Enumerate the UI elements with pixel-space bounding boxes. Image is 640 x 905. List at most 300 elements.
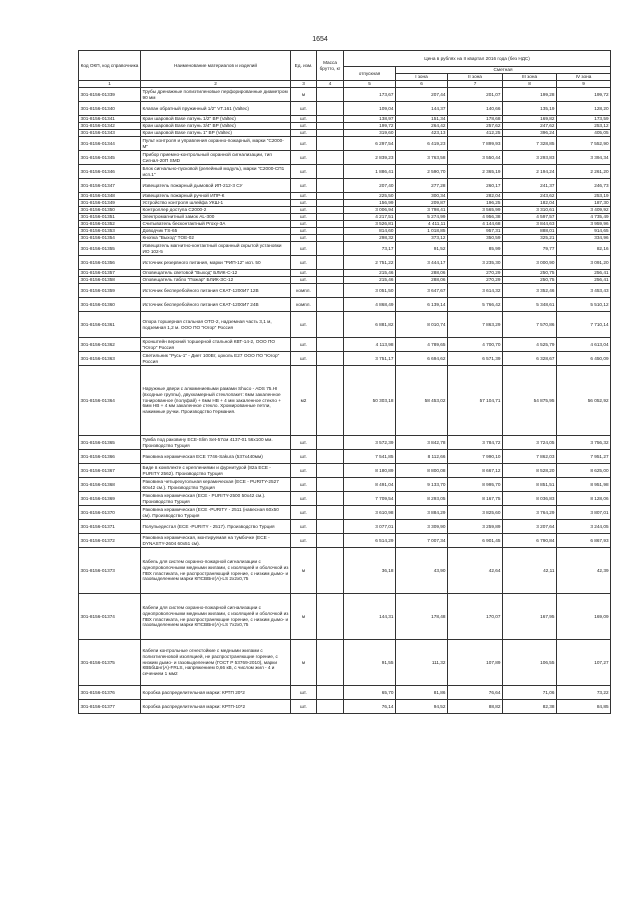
row-mass bbox=[317, 130, 344, 137]
table-row bbox=[79, 256, 611, 270]
row-retail-price: 2 751,22 bbox=[344, 256, 396, 270]
row-retail-price: 76,14 bbox=[344, 700, 396, 714]
row-code: 301-8156-01360 bbox=[79, 298, 141, 312]
row-retail-price: 3 006,94 bbox=[344, 207, 396, 214]
table-row bbox=[79, 492, 611, 506]
row-zone-4-price: 173,59 bbox=[557, 116, 611, 123]
row-name: Раковина четырехугольная керамическая (ECE - PURITY-2527 60х42 см.). Производство Турция bbox=[141, 478, 291, 492]
row-zone-3-price: 135,19 bbox=[503, 102, 557, 116]
column-number: 6 bbox=[396, 81, 448, 88]
row-code: 301-8156-01363 bbox=[79, 352, 141, 366]
row-retail-price: 109,04 bbox=[344, 102, 396, 116]
row-zone-1-price: 94,52 bbox=[396, 700, 448, 714]
row-zone-4-price: 199,72 bbox=[557, 88, 611, 102]
row-zone-2-price: 7 863,29 bbox=[448, 312, 503, 338]
table-row bbox=[79, 594, 611, 640]
row-name: Раковина керамическая (ECE -PURITY - 2511 (навесная 60х50 см). Производство Турция bbox=[141, 506, 291, 520]
row-zone-3-price: 3 764,29 bbox=[503, 506, 557, 520]
row-zone-3-price: 241,37 bbox=[503, 179, 557, 193]
row-zone-3-price: 54 875,95 bbox=[503, 366, 557, 436]
row-retail-price: 7 541,85 bbox=[344, 450, 396, 464]
row-zone-1-price: 264,42 bbox=[396, 123, 448, 130]
row-unit: шт. bbox=[291, 130, 317, 137]
row-unit: шт. bbox=[291, 102, 317, 116]
table-row bbox=[79, 123, 611, 130]
row-unit: шт. bbox=[291, 277, 317, 284]
row-zone-2-price: 5 766,42 bbox=[448, 298, 503, 312]
row-zone-4-price: 73,22 bbox=[557, 686, 611, 700]
row-zone-3-price: 396,24 bbox=[503, 130, 557, 137]
table-row bbox=[79, 464, 611, 478]
table-row bbox=[79, 312, 611, 338]
row-code: 301-8156-01341 bbox=[79, 116, 141, 123]
row-code: 301-8156-01354 bbox=[79, 235, 141, 242]
table-row bbox=[79, 116, 611, 123]
row-mass bbox=[317, 123, 344, 130]
row-zone-4-price: 253,19 bbox=[557, 193, 611, 200]
row-zone-4-price: 7 552,90 bbox=[557, 137, 611, 151]
row-mass bbox=[317, 506, 344, 520]
row-code: 301-8156-01369 bbox=[79, 492, 141, 506]
row-unit: м bbox=[291, 594, 317, 640]
row-unit: шт. bbox=[291, 137, 317, 151]
row-zone-4-price: 7 710,14 bbox=[557, 312, 611, 338]
row-mass bbox=[317, 221, 344, 228]
row-zone-1-price: 91,52 bbox=[396, 242, 448, 256]
row-zone-2-price: 4 144,68 bbox=[448, 221, 503, 228]
row-zone-2-price: 3 825,60 bbox=[448, 506, 503, 520]
row-code: 301-8156-01372 bbox=[79, 534, 141, 548]
table-row bbox=[79, 700, 611, 714]
row-zone-4-price: 914,65 bbox=[557, 228, 611, 235]
row-code: 301-8156-01356 bbox=[79, 256, 141, 270]
row-zone-3-price: 888,01 bbox=[503, 228, 557, 235]
row-retail-price: 4 217,51 bbox=[344, 214, 396, 221]
row-zone-2-price: 7 899,93 bbox=[448, 137, 503, 151]
row-zone-1-price: 2 590,70 bbox=[396, 165, 448, 179]
table-row bbox=[79, 221, 611, 228]
row-zone-4-price: 6 450,09 bbox=[557, 352, 611, 366]
row-unit: шт. bbox=[291, 478, 317, 492]
row-mass bbox=[317, 436, 344, 450]
header-name: Наименование материалов и изделий bbox=[141, 51, 291, 81]
row-name: Источник резервного питания, марки "РИП-12" исп. 50 bbox=[141, 256, 291, 270]
row-mass bbox=[317, 214, 344, 221]
row-name: Кнопка "Выход" TOE-02 bbox=[141, 235, 291, 242]
row-retail-price: 144,31 bbox=[344, 594, 396, 640]
row-name: Биде в комплекте с креплениями и фурнитурой (82а ECE - PURITY 2562). Производство Турция bbox=[141, 464, 291, 478]
row-zone-1-price: 178,48 bbox=[396, 594, 448, 640]
header-estimate: Сметная bbox=[396, 67, 611, 74]
row-name: Кронштейн верхний торшерной стальной КВТ-14-2, ООО ПО "Югор" Россия bbox=[141, 338, 291, 352]
table-row bbox=[79, 102, 611, 116]
row-mass bbox=[317, 298, 344, 312]
row-code: 301-8156-01350 bbox=[79, 207, 141, 214]
row-zone-3-price: 2 194,24 bbox=[503, 165, 557, 179]
row-unit: шт. bbox=[291, 464, 317, 478]
row-zone-1-price: 209,87 bbox=[396, 200, 448, 207]
row-code: 301-8156-01343 bbox=[79, 130, 141, 137]
row-zone-3-price: 3 293,83 bbox=[503, 151, 557, 165]
row-unit: шт. bbox=[291, 520, 317, 534]
price-table bbox=[78, 50, 611, 714]
row-name: Коробка распределительная марки: КРТП 20*2 bbox=[141, 686, 291, 700]
row-unit: шт. bbox=[291, 179, 317, 193]
row-mass bbox=[317, 137, 344, 151]
row-zone-2-price: 6 901,45 bbox=[448, 534, 503, 548]
row-zone-4-price: 82,16 bbox=[557, 242, 611, 256]
row-name: Извещатель пожарный ручной ИПР-К bbox=[141, 193, 291, 200]
row-code: 301-8156-01345 bbox=[79, 151, 141, 165]
column-number: 4 bbox=[317, 81, 344, 88]
row-zone-1-price: 81,86 bbox=[396, 686, 448, 700]
row-zone-2-price: 178,68 bbox=[448, 116, 503, 123]
row-zone-2-price: 107,89 bbox=[448, 640, 503, 686]
row-zone-3-price: 71,06 bbox=[503, 686, 557, 700]
row-retail-price: 6 297,54 bbox=[344, 137, 396, 151]
row-unit: шт. bbox=[291, 312, 317, 338]
row-zone-1-price: 144,37 bbox=[396, 102, 448, 116]
row-zone-4-price: 253,12 bbox=[557, 123, 611, 130]
row-name: Клапан обратный пружинный 1/2" VT.161 (Valtec) bbox=[141, 102, 291, 116]
row-mass bbox=[317, 700, 344, 714]
header-zone-3: III зона bbox=[503, 74, 557, 81]
row-zone-1-price: 4 411,11 bbox=[396, 221, 448, 228]
row-name: Раковина керамическая, монтируемая на тумбочке (ECE - DYNASTY-2604 60х51 см). bbox=[141, 534, 291, 548]
row-mass bbox=[317, 165, 344, 179]
row-zone-4-price: 256,41 bbox=[557, 277, 611, 284]
row-retail-price: 215,46 bbox=[344, 270, 396, 277]
row-zone-2-price: 8 667,12 bbox=[448, 464, 503, 478]
row-zone-3-price: 247,62 bbox=[503, 123, 557, 130]
row-zone-1-price: 3 647,67 bbox=[396, 284, 448, 298]
row-zone-1-price: 423,13 bbox=[396, 130, 448, 137]
row-zone-2-price: 85,99 bbox=[448, 242, 503, 256]
row-name: Контроллер доступа С2000-2 bbox=[141, 207, 291, 214]
row-code: 301-8156-01368 bbox=[79, 478, 141, 492]
row-retail-price: 7 709,54 bbox=[344, 492, 396, 506]
row-mass bbox=[317, 179, 344, 193]
row-zone-4-price: 7 951,27 bbox=[557, 450, 611, 464]
row-code: 301-8156-01366 bbox=[79, 450, 141, 464]
row-zone-2-price: 270,29 bbox=[448, 270, 503, 277]
row-zone-4-price: 128,20 bbox=[557, 102, 611, 116]
row-mass bbox=[317, 151, 344, 165]
row-name: Кран шаровой Base латунь 1/2" ВР (Valtec) bbox=[141, 116, 291, 123]
row-mass bbox=[317, 464, 344, 478]
row-unit: шт. bbox=[291, 207, 317, 214]
row-zone-3-price: 4 597,57 bbox=[503, 214, 557, 221]
row-code: 301-8156-01377 bbox=[79, 700, 141, 714]
row-zone-3-price: 6 328,67 bbox=[503, 352, 557, 366]
row-zone-4-price: 334,96 bbox=[557, 235, 611, 242]
row-mass bbox=[317, 312, 344, 338]
row-zone-1-price: 7 007,34 bbox=[396, 534, 448, 548]
row-zone-4-price: 5 510,12 bbox=[557, 298, 611, 312]
row-retail-price: 215,46 bbox=[344, 277, 396, 284]
row-unit: м bbox=[291, 640, 317, 686]
row-unit: шт. bbox=[291, 200, 317, 207]
row-name: Кабели контрольные огнестойкие с медными жилами с полиэтиленовой изоляцией, не распространяющие горение, с низким дымо- и газовыделением (ГОСТ Р 53769-2010), марки КВБбШнг(А)-FRLS, напряжением 0,66 кВ, с числом жил - 4 и сечением 1 мм2 bbox=[141, 640, 291, 686]
row-unit: шт. bbox=[291, 686, 317, 700]
row-zone-4-price: 4 735,49 bbox=[557, 214, 611, 221]
row-zone-2-price: 76,64 bbox=[448, 686, 503, 700]
row-zone-1-price: 1 018,85 bbox=[396, 228, 448, 235]
row-code: 301-8156-01339 bbox=[79, 88, 141, 102]
row-zone-4-price: 246,73 bbox=[557, 179, 611, 193]
column-number: 8 bbox=[503, 81, 557, 88]
row-zone-3-price: 250,75 bbox=[503, 270, 557, 277]
row-retail-price: 4 868,49 bbox=[344, 298, 396, 312]
row-zone-1-price: 9 133,70 bbox=[396, 478, 448, 492]
row-unit: м bbox=[291, 88, 317, 102]
column-number: 2 bbox=[141, 81, 291, 88]
row-zone-1-price: 373,12 bbox=[396, 235, 448, 242]
row-unit: шт. bbox=[291, 193, 317, 200]
row-zone-2-price: 8 995,70 bbox=[448, 478, 503, 492]
row-retail-price: 3 572,39 bbox=[344, 436, 396, 450]
row-zone-2-price: 7 990,10 bbox=[448, 450, 503, 464]
row-code: 301-8156-01359 bbox=[79, 284, 141, 298]
row-zone-2-price: 3 565,99 bbox=[448, 207, 503, 214]
row-zone-1-price: 3 884,29 bbox=[396, 506, 448, 520]
header-code: Код ОКП, код справочника bbox=[79, 51, 141, 81]
row-code: 301-8156-01342 bbox=[79, 123, 141, 130]
row-unit: м2 bbox=[291, 366, 317, 436]
table-row bbox=[79, 298, 611, 312]
row-name: Кран шаровой Base латунь 3/4" ВР (Valtec) bbox=[141, 123, 291, 130]
row-name: Доводчик TS-65 bbox=[141, 228, 291, 235]
row-zone-4-price: 405,05 bbox=[557, 130, 611, 137]
row-zone-1-price: 207,44 bbox=[396, 88, 448, 102]
row-code: 301-8156-01375 bbox=[79, 640, 141, 686]
row-zone-4-price: 187,30 bbox=[557, 200, 611, 207]
row-zone-2-price: 3 614,32 bbox=[448, 284, 503, 298]
row-name: Опора торшерная стальная ОТО-2, надземная часть 3,1 м, подземная 1,2 м. ООО ПО "Югор" Россия bbox=[141, 312, 291, 338]
row-zone-4-price: 3 091,20 bbox=[557, 256, 611, 270]
row-code: 301-8156-01364 bbox=[79, 366, 141, 436]
header-mass: Масса брутто, кг bbox=[317, 51, 344, 81]
row-retail-price: 173,67 bbox=[344, 88, 396, 102]
row-mass bbox=[317, 200, 344, 207]
row-zone-4-price: 3 807,01 bbox=[557, 506, 611, 520]
row-zone-1-price: 111,32 bbox=[396, 640, 448, 686]
header-price-title: Цена в рублях на II квартал 2016 года (без НДС) bbox=[344, 51, 611, 67]
table-row bbox=[79, 228, 611, 235]
row-unit: шт. bbox=[291, 214, 317, 221]
row-mass bbox=[317, 116, 344, 123]
row-zone-2-price: 201,07 bbox=[448, 88, 503, 102]
row-retail-price: 199,72 bbox=[344, 123, 396, 130]
row-zone-4-price: 3 409,92 bbox=[557, 207, 611, 214]
row-mass bbox=[317, 352, 344, 366]
row-mass bbox=[317, 450, 344, 464]
row-unit: шт. bbox=[291, 270, 317, 277]
row-code: 301-8156-01365 bbox=[79, 436, 141, 450]
row-zone-1-price: 8 112,66 bbox=[396, 450, 448, 464]
row-zone-1-price: 8 010,74 bbox=[396, 312, 448, 338]
row-unit: шт. bbox=[291, 534, 317, 548]
row-code: 301-8156-01367 bbox=[79, 464, 141, 478]
row-retail-price: 1 886,41 bbox=[344, 165, 396, 179]
row-mass bbox=[317, 520, 344, 534]
row-zone-2-price: 140,66 bbox=[448, 102, 503, 116]
row-mass bbox=[317, 534, 344, 548]
row-code: 301-8156-01376 bbox=[79, 686, 141, 700]
row-name: Блок сигнально-пусковой (релейный модуль), марки "С2000-СП1 исп.1" bbox=[141, 165, 291, 179]
row-zone-2-price: 88,82 bbox=[448, 700, 503, 714]
table-row bbox=[79, 548, 611, 594]
row-zone-1-price: 288,06 bbox=[396, 277, 448, 284]
row-unit: шт. bbox=[291, 228, 317, 235]
row-zone-3-price: 4 525,79 bbox=[503, 338, 557, 352]
row-code: 301-8156-01349 bbox=[79, 200, 141, 207]
row-zone-4-price: 56 052,92 bbox=[557, 366, 611, 436]
row-code: 301-8156-01344 bbox=[79, 137, 141, 151]
table-row bbox=[79, 242, 611, 256]
row-name: Наружные двери с алюминиевыми рамами Shuco - ADS 75.HI (входные группы), двухкамерный стеклопакет: 6мм закаленное тонированное (полуфай) + 6мм НВ + 4 мм закаленное стекло + 6мм НВ + 4 мм закаленное стекло. Хромированные петли, нажимные ручки. Производство Германия. bbox=[141, 366, 291, 436]
row-zone-3-price: 3 844,63 bbox=[503, 221, 557, 228]
row-zone-2-price: 957,31 bbox=[448, 228, 503, 235]
row-zone-3-price: 106,55 bbox=[503, 640, 557, 686]
row-retail-price: 6 514,29 bbox=[344, 534, 396, 548]
row-unit: шт. bbox=[291, 338, 317, 352]
table-row bbox=[79, 193, 611, 200]
table-row bbox=[79, 534, 611, 548]
row-zone-2-price: 170,07 bbox=[448, 594, 503, 640]
row-name: Источник бесперебойного питания СКАТ-1200И7 12В bbox=[141, 284, 291, 298]
row-name: Раковина керамическая ECE 7746-Sakura (537х440мм) bbox=[141, 450, 291, 464]
row-code: 301-8156-01348 bbox=[79, 193, 141, 200]
table-row bbox=[79, 352, 611, 366]
row-retail-price: 91,55 bbox=[344, 640, 396, 686]
row-code: 301-8156-01347 bbox=[79, 179, 141, 193]
row-zone-3-price: 5 348,61 bbox=[503, 298, 557, 312]
row-name: Пульт контроля и управления охранно-пожарный, марки "С2000-М" bbox=[141, 137, 291, 151]
row-zone-2-price: 57 104,71 bbox=[448, 366, 503, 436]
row-unit: шт. bbox=[291, 256, 317, 270]
row-zone-1-price: 6 694,62 bbox=[396, 352, 448, 366]
row-zone-1-price: 151,34 bbox=[396, 116, 448, 123]
row-zone-1-price: 300,34 bbox=[396, 193, 448, 200]
row-zone-2-price: 6 571,39 bbox=[448, 352, 503, 366]
row-zone-4-price: 3 959,96 bbox=[557, 221, 611, 228]
row-zone-3-price: 82,38 bbox=[503, 700, 557, 714]
row-zone-2-price: 196,25 bbox=[448, 200, 503, 207]
row-zone-3-price: 243,62 bbox=[503, 193, 557, 200]
row-zone-3-price: 7 570,86 bbox=[503, 312, 557, 338]
row-code: 301-8156-01373 bbox=[79, 548, 141, 594]
row-unit: шт. bbox=[291, 242, 317, 256]
row-zone-2-price: 260,17 bbox=[448, 179, 503, 193]
table-row bbox=[79, 235, 611, 242]
table-row bbox=[79, 179, 611, 193]
row-mass bbox=[317, 242, 344, 256]
row-zone-4-price: 8 128,06 bbox=[557, 492, 611, 506]
column-number: 7 bbox=[448, 81, 503, 88]
column-number: 1 bbox=[79, 81, 141, 88]
row-zone-3-price: 3 310,61 bbox=[503, 207, 557, 214]
header-retail: отпускная bbox=[344, 67, 396, 81]
row-mass bbox=[317, 686, 344, 700]
row-zone-2-price: 8 167,75 bbox=[448, 492, 503, 506]
row-name: Кабели для систем охранно-пожарной сигнализации с однопроволочными медными жилами, с изоляцией и оболочкой из ПВХ пластиката, не распространяющие горение, с низким дымо- и газовыделением марки КПСВВнг(А)-LS 7х2х0,75 bbox=[141, 594, 291, 640]
row-name: Коробка распределительная марки: КРТП-10*2 bbox=[141, 700, 291, 714]
row-zone-1-price: 8 800,08 bbox=[396, 464, 448, 478]
row-unit: шт. bbox=[291, 450, 317, 464]
row-mass bbox=[317, 207, 344, 214]
table-row bbox=[79, 88, 611, 102]
row-zone-3-price: 3 207,64 bbox=[503, 520, 557, 534]
row-mass bbox=[317, 193, 344, 200]
page-number: 1654 bbox=[312, 36, 328, 43]
row-name: Кран шаровой Base латунь 1" ВР (Valtec) bbox=[141, 130, 291, 137]
row-zone-2-price: 350,59 bbox=[448, 235, 503, 242]
row-zone-3-price: 42,11 bbox=[503, 548, 557, 594]
row-zone-3-price: 3 000,90 bbox=[503, 256, 557, 270]
row-mass bbox=[317, 338, 344, 352]
row-zone-3-price: 7 862,03 bbox=[503, 450, 557, 464]
row-unit: компл. bbox=[291, 298, 317, 312]
row-zone-3-price: 7 328,85 bbox=[503, 137, 557, 151]
row-mass bbox=[317, 366, 344, 436]
row-zone-3-price: 3 724,05 bbox=[503, 436, 557, 450]
row-code: 301-8156-01370 bbox=[79, 506, 141, 520]
row-zone-1-price: 3 763,58 bbox=[396, 151, 448, 165]
header-unit: Ед. изм. bbox=[291, 51, 317, 81]
table-row bbox=[79, 207, 611, 214]
table-row bbox=[79, 506, 611, 520]
table-row bbox=[79, 270, 611, 277]
row-zone-4-price: 107,27 bbox=[557, 640, 611, 686]
row-code: 301-8156-01358 bbox=[79, 277, 141, 284]
row-zone-3-price: 8 851,51 bbox=[503, 478, 557, 492]
row-zone-1-price: 6 139,14 bbox=[396, 298, 448, 312]
header-zone-1: I зона bbox=[396, 74, 448, 81]
row-unit: шт. bbox=[291, 151, 317, 165]
row-retail-price: 50 303,18 bbox=[344, 366, 396, 436]
row-name: Тумба под раковину ECE-Slim Set-57см 4137-01 56х100 мм. Производство Турция bbox=[141, 436, 291, 450]
row-mass bbox=[317, 277, 344, 284]
row-retail-price: 156,99 bbox=[344, 200, 396, 207]
row-zone-3-price: 8 528,20 bbox=[503, 464, 557, 478]
row-name: Устройство контроля шлейфа УКШ-1 bbox=[141, 200, 291, 207]
row-name: Считыватель бесконтактный Proxy-3A bbox=[141, 221, 291, 228]
row-zone-4-price: 3 756,32 bbox=[557, 436, 611, 450]
row-retail-price: 319,60 bbox=[344, 130, 396, 137]
row-zone-4-price: 84,85 bbox=[557, 700, 611, 714]
row-zone-1-price: 3 842,78 bbox=[396, 436, 448, 450]
row-zone-2-price: 282,04 bbox=[448, 193, 503, 200]
row-retail-price: 3 526,81 bbox=[344, 221, 396, 228]
row-zone-4-price: 169,09 bbox=[557, 594, 611, 640]
row-zone-1-price: 3 444,17 bbox=[396, 256, 448, 270]
row-code: 301-8156-01353 bbox=[79, 228, 141, 235]
row-name: Трубы дренажные полиэтиленовые перфорированные диаметром 90 мм bbox=[141, 88, 291, 102]
row-zone-4-price: 3 453,43 bbox=[557, 284, 611, 298]
row-zone-1-price: 277,28 bbox=[396, 179, 448, 193]
row-mass bbox=[317, 640, 344, 686]
row-code: 301-8156-01352 bbox=[79, 221, 141, 228]
row-unit: компл. bbox=[291, 284, 317, 298]
table-row bbox=[79, 478, 611, 492]
table-row bbox=[79, 214, 611, 221]
row-unit: шт. bbox=[291, 506, 317, 520]
row-zone-1-price: 6 419,23 bbox=[396, 137, 448, 151]
row-zone-2-price: 257,62 bbox=[448, 123, 503, 130]
row-unit: шт. bbox=[291, 116, 317, 123]
row-mass bbox=[317, 102, 344, 116]
